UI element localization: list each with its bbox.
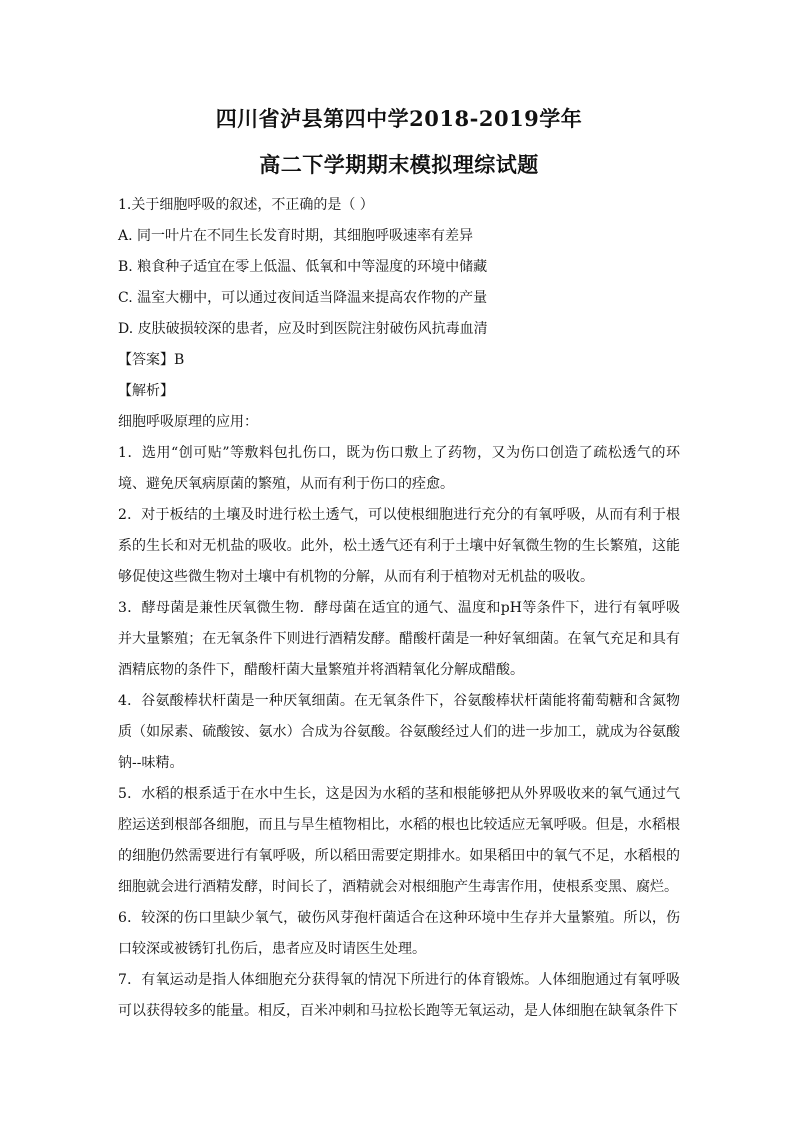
document-title-line1: 四川省泸县第四中学2018-2019学年: [215, 106, 583, 131]
analysis-intro: 细胞呼吸原理的应用：: [118, 414, 258, 430]
analysis-point-4: 4．谷氨酸棒状杆菌是一种厌氧细菌。在无氧条件下，谷氨酸棒状杆菌能将葡萄糖和含氮物质（如尿素、硫酸铵、氨水）合成为谷氨酸。谷氨酸经过人们的进一步加工，就成为谷氨酸钠--味精。: [118, 693, 680, 771]
answer-line: 【答案】B: [118, 352, 185, 368]
option-a: A. 同一叶片在不同生长发育时期，其细胞呼吸速率有差异: [118, 228, 474, 244]
analysis-point-5: 5．水稻的根系适于在水中生长，这是因为水稻的茎和根能够把从外界吸收来的氧气通过气腔运送到根部各细胞，而且与旱生植物相比，水稻的根也比较适应无氧呼吸。但是，水稻根的细胞仍然需要进行有氧呼吸，所以稻田需要定期排水。如果稻田中的氧气不足，水稻根的细胞就会进行酒精发酵，时间长了，酒精就会对根细胞产生毒害作用，使根系变黑、腐烂。: [118, 786, 680, 895]
analysis-label: 【解析】: [118, 383, 174, 399]
option-c: C. 温室大棚中，可以通过夜间适当降温来提高农作物的产量: [118, 290, 488, 306]
document-title-line2: 高二下学期期末模拟理综试题: [259, 152, 539, 177]
analysis-point-7: 7．有氧运动是指人体细胞充分获得氧的情况下所进行的体育锻炼。人体细胞通过有氧呼吸可以获得较多的能量。相反，百米冲刺和马拉松长跑等无氧运动，是人体细胞在缺氧条件下: [118, 972, 680, 1019]
option-d: D. 皮肤破损较深的患者，应及时到医院注射破伤风抗毒血清: [118, 321, 488, 337]
question-stem: 1.关于细胞呼吸的叙述，不正确的是（ ）: [118, 197, 374, 213]
analysis-point-1: 1．选用“创可贴”等敷料包扎伤口，既为伤口敷上了药物，又为伤口创造了疏松透气的环境、避免厌氧病原菌的繁殖，从而有利于伤口的痊愈。: [118, 445, 680, 492]
question-1: [118, 190, 680, 1027]
option-b: B. 粮食种子适宜在零上低温、低氧和中等湿度的环境中储藏: [118, 259, 488, 275]
analysis-point-2: 2．对于板结的土壤及时进行松土透气，可以使根细胞进行充分的有氧呼吸，从而有利于根系的生长和对无机盐的吸收。此外，松土透气还有利于土壤中好氧微生物的生长繁殖，这能够促使这些微生物对土壤中有机物的分解，从而有利于植物对无机盐的吸收。: [118, 507, 680, 585]
analysis-point-3: 3．酵母菌是兼性厌氧微生物．酵母菌在适宜的通气、温度和pH等条件下，进行有氧呼吸并大量繁殖；在无氧条件下则进行酒精发酵。醋酸杆菌是一种好氧细菌。在氧气充足和具有酒精底物的条件下，醋酸杆菌大量繁殖并将酒精氧化分解成醋酸。: [118, 600, 680, 678]
analysis-point-6: 6．较深的伤口里缺少氧气，破伤风芽孢杆菌适合在这种环境中生存并大量繁殖。所以，伤口较深或被锈钉扎伤后，患者应及时请医生处理。: [118, 910, 680, 957]
